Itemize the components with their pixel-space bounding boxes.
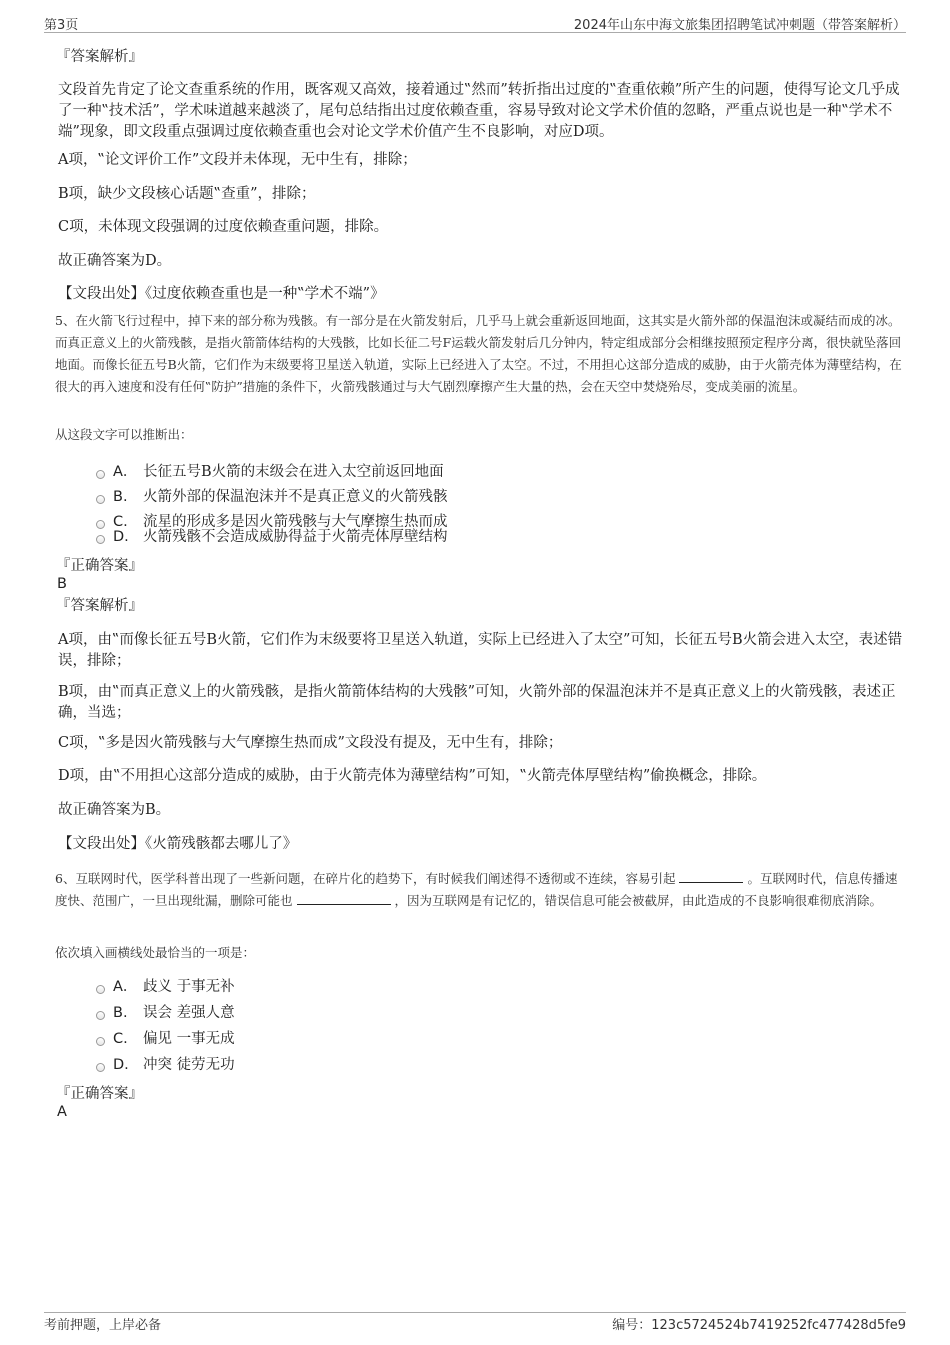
option-note-b: B项，由‟而真正意义上的火箭残骸，是指火箭箭体结构的大残骸”可知，火箭外部的保温泡沫并不是真正意义上的火箭残骸，表述正确，当选； xyxy=(58,684,896,721)
question-6-stem: 6、互联网时代，医学科普出现了一些新问题，在碎片化的趋势下，有时候我们阐述得不透彻或不连续，容易引起 。互联网时代，信息传播速度快、范围广，一旦出现纰漏，删除可能也 ，因为互联网是有记忆的，错误信息可能会被截屏，由此造成的不良影响很难彻底消除。 xyxy=(55,868,903,912)
radio-icon[interactable] xyxy=(96,535,105,544)
radio-icon[interactable] xyxy=(96,1011,105,1020)
analysis-heading: 『答案解析』 xyxy=(56,598,143,614)
correct-answer: A xyxy=(57,1104,67,1120)
q6-option-a[interactable]: A． 歧义 于事无补 xyxy=(96,978,235,996)
fill-blank-2 xyxy=(297,890,391,905)
question-6-prompt: 依次填入画横线处最恰当的一项是： xyxy=(55,945,256,960)
header-divider xyxy=(44,32,906,33)
document-title: 2024年山东中海文旅集团招聘笔试冲刺题（带答案解析） xyxy=(573,18,906,33)
conclusion: 故正确答案为D。 xyxy=(58,253,172,269)
page-number: 第3页 xyxy=(44,18,79,33)
radio-icon[interactable] xyxy=(96,470,105,479)
option-note-c: C项，‟多是因火箭残骸与大气摩擦生热而成”文段没有提及，无中生有，排除； xyxy=(58,735,563,751)
footer-slogan: 考前押题，上岸必备 xyxy=(44,1318,162,1333)
q5-option-c[interactable]: C. 流星的形成多是因火箭残骸与大气摩擦生热而成 xyxy=(96,513,448,531)
radio-icon[interactable] xyxy=(96,1063,105,1072)
source: 【文段出处】《火箭残骸都去哪儿了》 xyxy=(58,836,298,852)
fill-blank-1 xyxy=(679,868,743,883)
correct-answer-heading: 『正确答案』 xyxy=(56,558,143,574)
question-5-stem: 5、在火箭飞行过程中，掉下来的部分称为残骸。有一部分是在火箭发射后，几乎马上就会重新返回地面，这其实是火箭外部的保温泡沫或凝结而成的冰。而真正意义上的火箭残骸，是指火箭箭体结构的大残骸，比如长征二号F运载火箭发射后几分钟内，特定组成部分会相继按照预定程序分离，很快就坠落回地面。而像长征五号B火箭，它们作为末级要将卫星送入轨道，实际上已经进入了太空。不过，不用担心这部分造成的威胁，由于火箭壳体为薄壁结构，在很大的再入速度和没有任何‟防护”措施的条件下，火箭残骸通过与大气剧烈摩擦产生大量的热，会在天空中焚烧殆尽，变成美丽的流星。 xyxy=(55,313,902,394)
radio-icon[interactable] xyxy=(96,985,105,994)
analysis-heading: 『答案解析』 xyxy=(56,49,143,65)
footer-divider xyxy=(44,1312,906,1313)
q5-option-b[interactable]: B. 火箭外部的保温泡沫并不是真正意义的火箭残骸 xyxy=(96,488,448,506)
question-5-prompt: 从这段文字可以推断出： xyxy=(55,427,193,442)
option-note-b: B项，缺少文段核心话题‟查重”，排除； xyxy=(58,186,316,202)
q5-option-a[interactable]: A． 长征五号B火箭的末级会在进入太空前返回地面 xyxy=(96,463,444,481)
q6-option-b[interactable]: B. 误会 差强人意 xyxy=(96,1004,235,1022)
q6-option-d[interactable]: D. 冲突 徒劳无功 xyxy=(96,1056,235,1074)
correct-answer: B xyxy=(57,576,67,592)
radio-icon[interactable] xyxy=(96,1037,105,1046)
analysis-text: 文段首先肯定了论文查重系统的作用，既客观又高效，接着通过‟然而”转折指出过度的‟查重依赖”所产生的问题，使得写论文几乎成了一种‟技术活”，学术味道越来越淡了，尾句总结指出过度依赖查重，容易导致对论文学术价值的忽略，严重点说也是一种‟学术不端”现象，即文段重点强调过度依赖查重也会对论文学术价值产生不良影响，对应D项。 xyxy=(58,82,900,140)
conclusion: 故正确答案为B。 xyxy=(58,802,171,818)
q6-option-c[interactable]: C. 偏见 一事无成 xyxy=(96,1030,235,1048)
option-note-d: D项，由‟不用担心这部分造成的威胁，由于火箭壳体为薄壁结构”可知，‟火箭壳体厚壁结构”偷换概念，排除。 xyxy=(58,768,767,784)
option-note-a: A项，由‟而像长征五号B火箭，它们作为末级要将卫星送入轨道，实际上已经进入了太空”可知，长征五号B火箭会进入太空，表述错误，排除； xyxy=(58,632,903,669)
option-note-a: A项，‟论文评价工作”文段并未体现，无中生有，排除； xyxy=(58,152,417,168)
correct-answer-heading: 『正确答案』 xyxy=(56,1086,143,1102)
q5-option-d[interactable]: D. 火箭残骸不会造成威胁得益于火箭壳体厚壁结构 xyxy=(96,528,448,546)
source: 【文段出处】《过度依赖查重也是一种‟学术不端”》 xyxy=(58,286,385,302)
option-note-c: C项，未体现文段强调的过度依赖查重问题，排除。 xyxy=(58,219,389,235)
footer-code: 编号：123c5724524b7419252fc477428d5fe9 xyxy=(612,1318,906,1333)
radio-icon[interactable] xyxy=(96,495,105,504)
